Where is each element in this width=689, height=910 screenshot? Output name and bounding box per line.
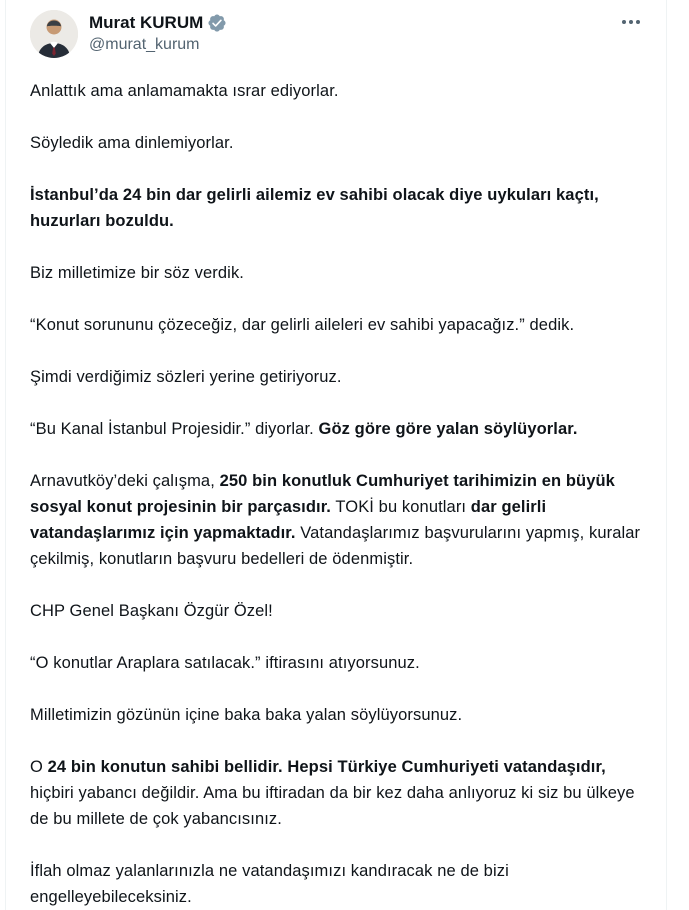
tweet-paragraph [30,650,644,676]
badge-seal [209,14,226,31]
more-options-button[interactable] [618,10,644,34]
tweet-text-bold-segment: Göz göre göre yalan söylüyorlar. [318,420,578,438]
tweet-text-segment: Vatandaşlarımız başvurularını yapmış, kuralar çekilmiş, konutların başvuru bedelleri de ödenmiştir. [30,524,641,568]
tweet-paragraph [30,130,644,156]
tweet-paragraph [30,702,644,728]
tweet-text-segment: “Bu Kanal İstanbul Projesidir.” diyorlar. [30,420,319,438]
tweet-text-segment: Söyledik ama dinlemiyorlar. [30,134,234,152]
verified-badge-icon [207,13,227,33]
more-horizontal-icon [636,20,640,24]
user-handle[interactable]: @murat_kurum [89,36,200,53]
tweet-text [30,78,644,910]
tweet-text-segment: İflah olmaz yalanlarınızla ne vatandaşımızı kandıracak ne de bizi engelleyebileceksiniz. [30,862,509,906]
tweet-paragraph [30,468,644,572]
name-row [89,12,227,34]
more-horizontal-icon [629,20,633,24]
tweet-paragraph [30,78,644,104]
tweet-paragraph [30,182,644,234]
tweet-text-bold-segment: İstanbul’da 24 bin dar gelirli ailemiz ev sahibi olacak diye uykuları kaçtı, huzurları bozuldu. [30,186,599,230]
tweet-paragraph [30,364,644,390]
tweet-text-segment: “O konutlar Araplara satılacak.” iftirasını atıyorsunuz. [30,654,420,672]
tweet-paragraph [30,858,644,910]
avatar[interactable] [30,10,78,58]
tweet-paragraph [30,260,644,286]
tweet-text-segment: hiçbiri yabancı değildir. Ama bu iftiradan da bir kez daha anlıyoruz ki siz bu ülkeye de bu millete de çok yabancısınız. [30,784,635,828]
tweet-paragraph [30,312,644,338]
tweet-text-bold-segment: 24 bin konutun sahibi bellidir. Hepsi Türkiye Cumhuriyeti vatandaşıdır, [47,758,606,776]
tweet-text-segment: Arnavutköy’deki çalışma, [30,472,220,490]
tweet-text-segment: Anlattık ama anlamamakta ısrar ediyorlar. [30,82,339,100]
profile-photo-icon [30,10,78,58]
more-horizontal-icon [622,20,626,24]
tweet-text-segment: “Konut sorununu çözeceğiz, dar gelirli aileleri ev sahibi yapacağız.” dedik. [30,316,575,334]
tweet-text-segment: Biz milletimize bir söz verdik. [30,264,244,282]
tweet-paragraph [30,598,644,624]
display-name[interactable]: Murat KURUM [89,13,204,32]
tweet-header [30,10,644,58]
tweet-text-bold-segment: dar gelirli vatandaşlarımız için yapmaktadır. [30,498,547,542]
tweet-text-segment: Şimdi verdiğimiz sözleri yerine getiriyoruz. [30,368,342,386]
tweet-text-segment: TOKİ bu konutları [331,498,471,516]
tweet-text-segment: Milletimizin gözünün içine baka baka yalan söylüyorsunuz. [30,706,463,724]
user-block[interactable] [89,10,227,58]
tweet-paragraph [30,754,644,832]
tweet-text-segment: O [30,758,48,776]
tweet-text-segment: CHP Genel Başkanı Özgür Özel! [30,602,273,620]
tweet-column [5,0,667,910]
tweet-text-bold-segment: 250 bin konutluk Cumhuriyet tarihimizin en büyük sosyal konut projesinin bir parçasıdır. [30,472,615,516]
tweet-paragraph [30,416,644,442]
